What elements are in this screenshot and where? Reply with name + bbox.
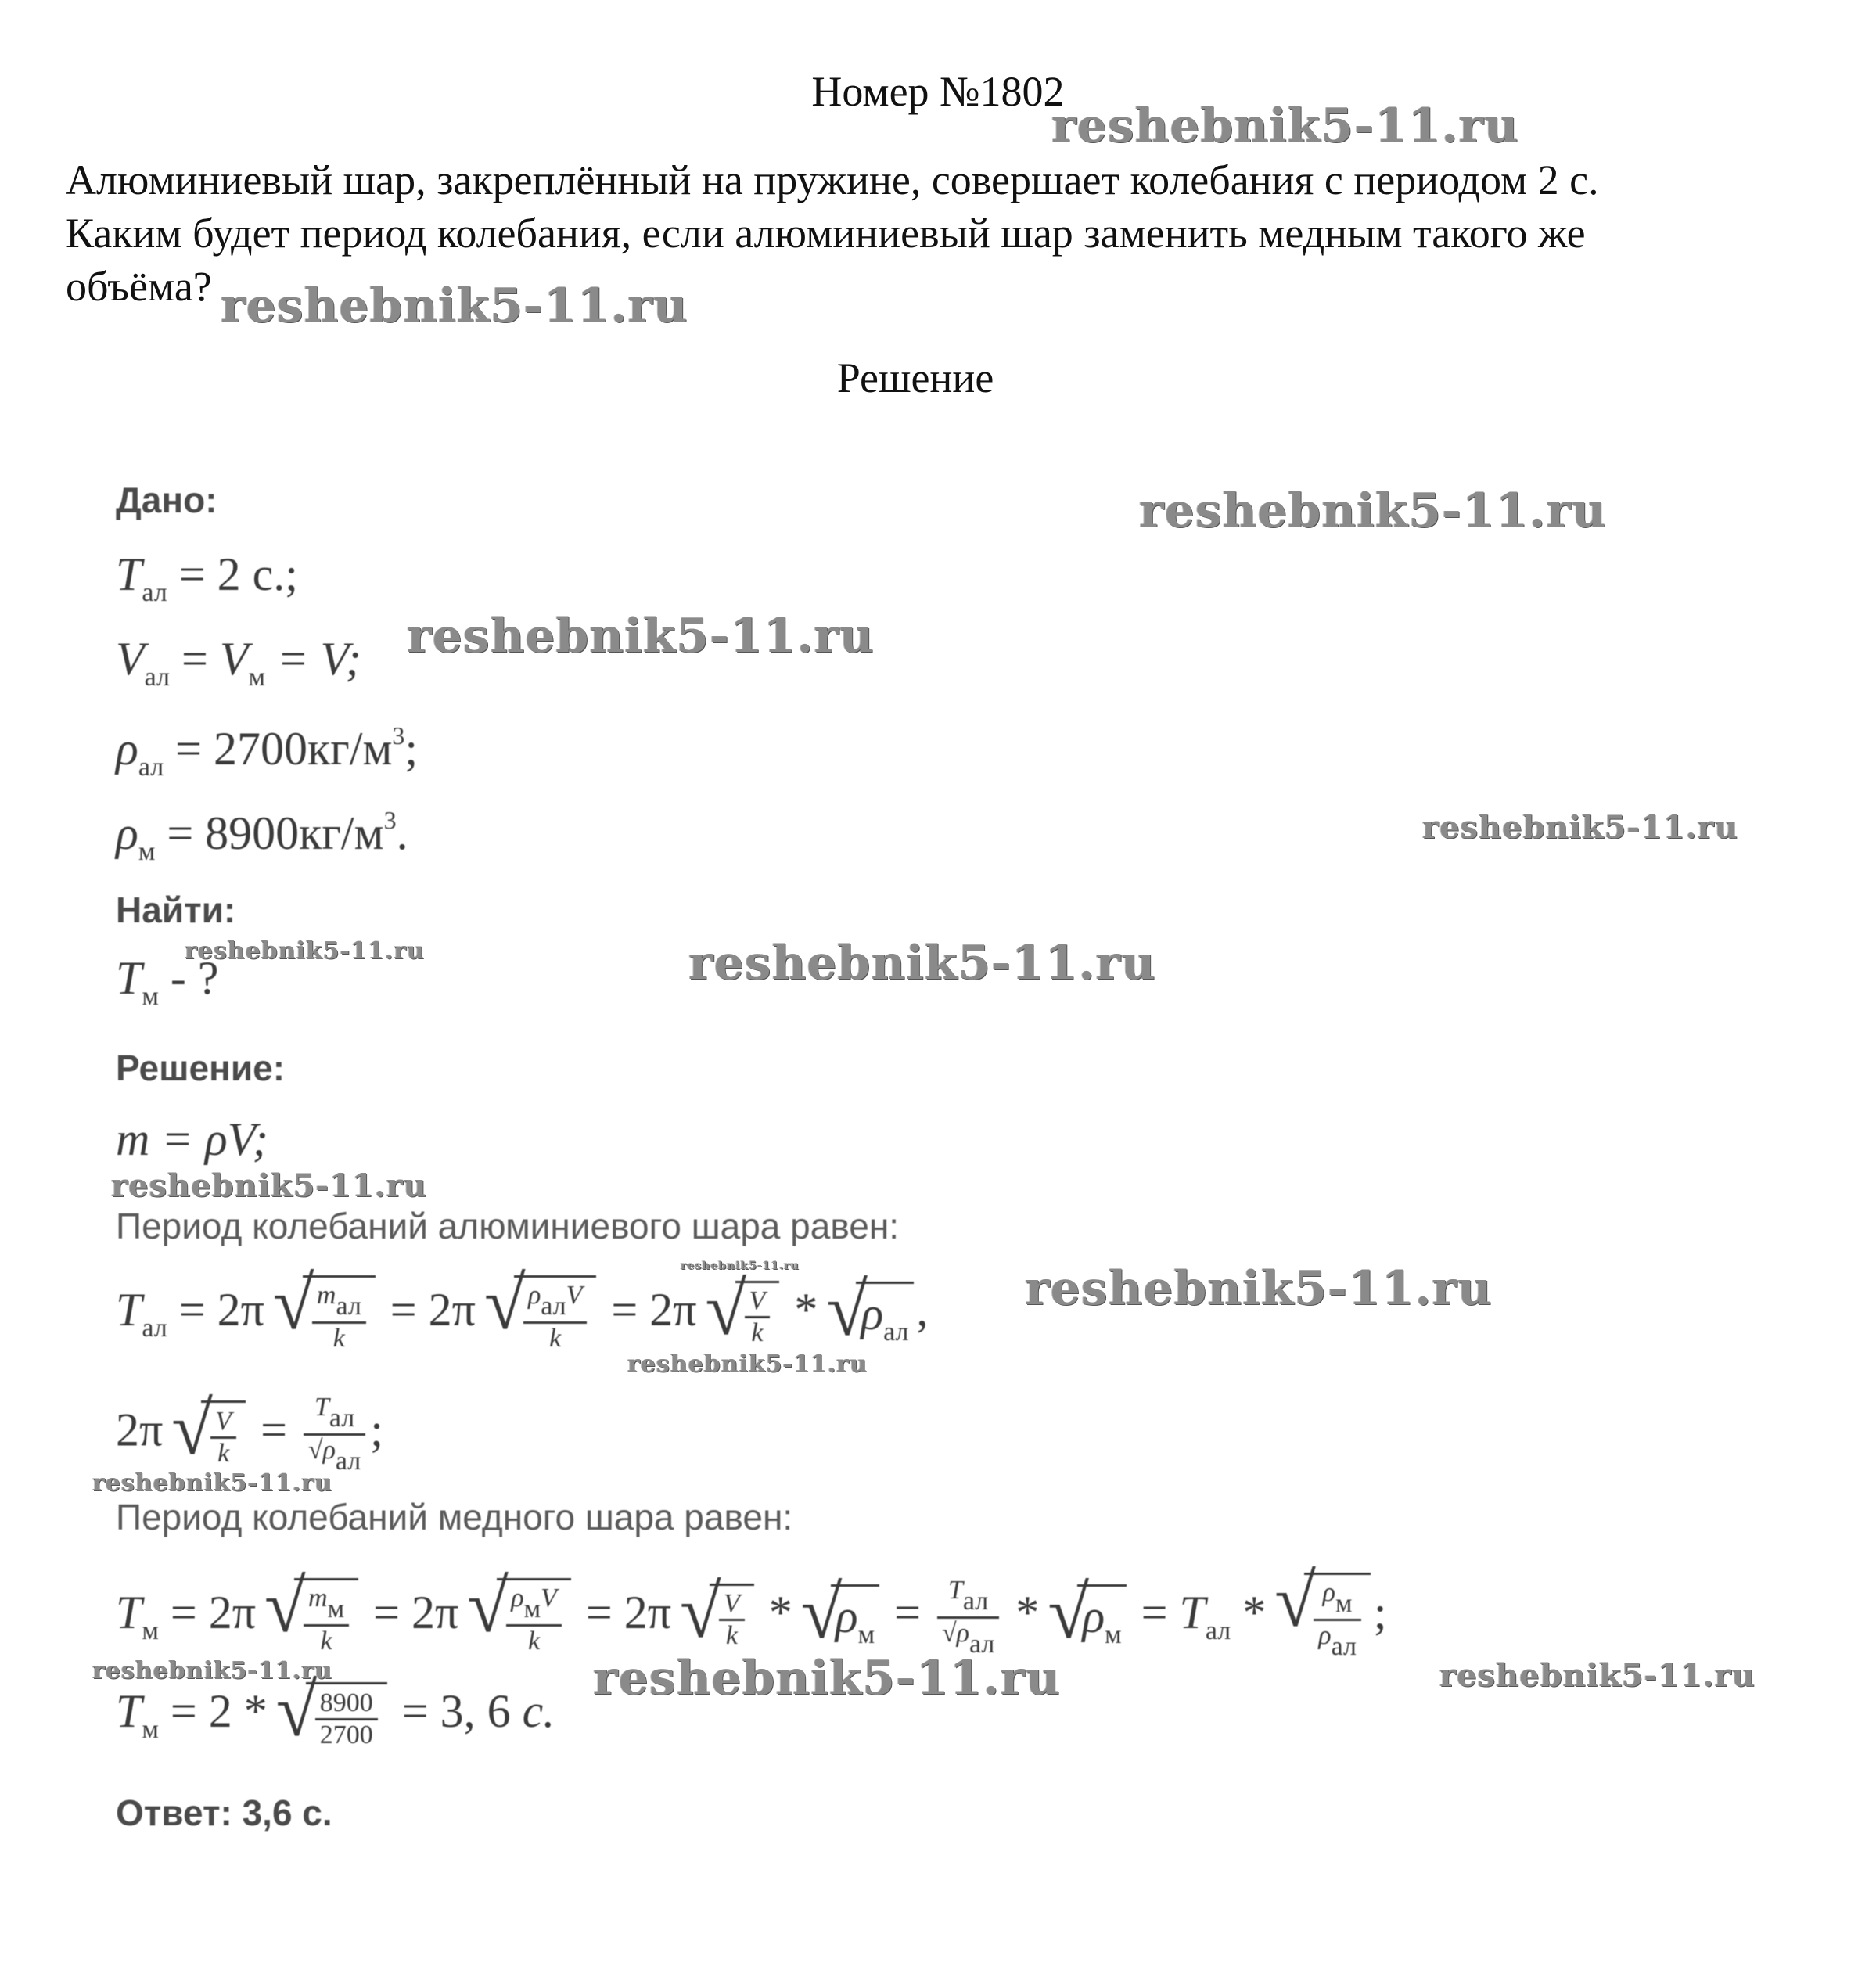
sqrt-v-over-k bbox=[709, 1281, 780, 1349]
symbol-k: k bbox=[217, 1438, 230, 1468]
subscript-m: м bbox=[1105, 1620, 1122, 1649]
subscript-al: ал bbox=[142, 578, 167, 607]
find-label: Найти: bbox=[116, 890, 236, 930]
text-period-al: Период колебаний алюминиевого шара равен: bbox=[116, 1206, 900, 1246]
watermark: reshebnik5-11.ru bbox=[407, 609, 875, 663]
problem-line-1: Алюминиевый шар, закреплённый на пружине, совершает колебания с периодом 2 с. bbox=[66, 156, 1599, 203]
subscript-al: ал bbox=[1331, 1632, 1357, 1661]
numerator-8900: √ 8900 bbox=[315, 1688, 378, 1720]
given-label: Дано: bbox=[116, 480, 217, 520]
symbol-rho: ρ bbox=[1318, 1621, 1332, 1650]
subscript-m: м bbox=[327, 1595, 345, 1623]
watermark: reshebnik5-11.ru bbox=[1139, 484, 1607, 538]
sqrt-rho-ratio bbox=[1278, 1573, 1371, 1662]
find-tail: - ? bbox=[158, 952, 219, 1004]
subscript-m: м bbox=[248, 663, 266, 692]
symbol-V: V bbox=[215, 1406, 232, 1436]
symbol-rho: ρ bbox=[956, 1618, 969, 1648]
times-sign: * bbox=[1242, 1586, 1278, 1638]
sqrt-rho-v-over-k bbox=[470, 1578, 571, 1656]
subscript-al: ал bbox=[142, 1313, 167, 1343]
times-sign: * bbox=[243, 1685, 279, 1738]
answer-text: Ответ: 3,6 с. bbox=[116, 1792, 332, 1833]
two-pi: 2π bbox=[116, 1404, 164, 1456]
formula-period-al bbox=[116, 1275, 929, 1354]
solution-label: Решение: bbox=[116, 1048, 286, 1088]
equals-sign: = bbox=[1141, 1586, 1180, 1638]
sqrt-m-over-k bbox=[268, 1578, 358, 1656]
sqrt-rho-v-over-k bbox=[487, 1275, 596, 1354]
subscript-al: ал bbox=[962, 1586, 989, 1616]
subscript-m: м bbox=[138, 837, 156, 866]
page-title: Номер №1802 bbox=[811, 68, 1065, 115]
semicolon: ; bbox=[370, 1404, 383, 1456]
watermark: reshebnik5-11.ru bbox=[92, 1469, 332, 1497]
density-al-value: = 2700кг/м bbox=[175, 723, 393, 775]
equals-sign: = bbox=[170, 1586, 209, 1638]
subscript-al: ал bbox=[335, 1447, 361, 1476]
two-pi: 2π bbox=[649, 1283, 697, 1336]
sqrt-density-ratio bbox=[279, 1682, 387, 1750]
mass-tail: = ρV; bbox=[149, 1113, 268, 1165]
subscript-m: м bbox=[142, 1616, 159, 1645]
sqrt-rho-m bbox=[1051, 1584, 1126, 1650]
subscript-m: м bbox=[142, 1715, 159, 1745]
equals-sign: = bbox=[178, 1283, 217, 1336]
two-pi: 2π bbox=[411, 1586, 459, 1638]
given-t-value: = 2 с.; bbox=[178, 548, 298, 600]
symbol-k: k bbox=[332, 1324, 345, 1353]
times-sign: * bbox=[1015, 1586, 1051, 1638]
watermark: reshebnik5-11.ru bbox=[111, 1167, 427, 1204]
symbol-k: k bbox=[320, 1627, 332, 1656]
symbol-rho: ρ bbox=[1322, 1578, 1335, 1607]
watermark: reshebnik5-11.ru bbox=[1422, 809, 1738, 846]
subscript-al: ал bbox=[883, 1318, 909, 1346]
symbol-T: T bbox=[116, 952, 142, 1004]
sqrt-v-over-k bbox=[174, 1400, 246, 1469]
superscript-3: 3 bbox=[392, 721, 405, 750]
solution-heading: Решение bbox=[836, 354, 994, 401]
sqrt-v-over-k bbox=[683, 1584, 754, 1652]
given-v-tail: = V; bbox=[277, 633, 361, 685]
problem-line-2: Каким будет период колебания, если алюминиевый шар заменить медным такого же bbox=[66, 210, 1586, 257]
subscript-al: ал bbox=[969, 1629, 995, 1659]
two-pi: 2π bbox=[217, 1283, 264, 1336]
times-sign: * bbox=[794, 1283, 830, 1336]
subscript-al: ал bbox=[329, 1404, 355, 1433]
symbol-m: m bbox=[116, 1113, 150, 1165]
watermark: reshebnik5-11.ru bbox=[92, 1657, 332, 1684]
density-cu-value: = 8900кг/м bbox=[167, 807, 384, 859]
given-volume bbox=[116, 632, 361, 692]
semicolon: ; bbox=[404, 723, 419, 775]
watermark: reshebnik5-11.ru bbox=[1439, 1657, 1756, 1694]
sqrt-m-over-k bbox=[276, 1275, 376, 1354]
symbol-k: k bbox=[528, 1627, 541, 1656]
two-pi: 2π bbox=[208, 1586, 257, 1638]
subscript-al: ал bbox=[1205, 1616, 1231, 1645]
symbol-T: T bbox=[1179, 1586, 1206, 1638]
subscript-al: ал bbox=[336, 1292, 361, 1321]
symbol-T: T bbox=[116, 1283, 142, 1336]
subscript-al: ал bbox=[144, 663, 171, 692]
watermark: reshebnik5-11.ru bbox=[221, 279, 688, 333]
fraction-t-over-sqrt-rho: $\frac{\text{Tал}}{\text{√ρал}}$ bbox=[937, 1576, 999, 1659]
subscript-m: м bbox=[857, 1620, 875, 1649]
times-sign: * bbox=[768, 1586, 804, 1638]
subscript-al: ал bbox=[541, 1292, 566, 1321]
problem-line-3: объёма? bbox=[66, 263, 212, 310]
text-period-cu: Период колебаний медного шара равен: bbox=[116, 1497, 793, 1537]
formula-result bbox=[116, 1682, 555, 1750]
symbol-rho: ρ bbox=[861, 1288, 884, 1339]
watermark: reshebnik5-11.ru bbox=[593, 1651, 1061, 1706]
semicolon: ; bbox=[1373, 1586, 1387, 1638]
result-value: = 3, 6 bbox=[401, 1685, 523, 1738]
equals-sign: = bbox=[261, 1404, 299, 1456]
symbol-V: V bbox=[566, 1281, 583, 1310]
watermark: reshebnik5-11.ru bbox=[688, 936, 1156, 990]
equals-sign: = bbox=[373, 1586, 411, 1638]
symbol-rho: ρ bbox=[527, 1281, 541, 1310]
subscript-m: м bbox=[523, 1595, 541, 1623]
period-mark: . bbox=[396, 807, 408, 859]
symbol-T: T bbox=[116, 1586, 142, 1638]
sqrt-rho-m bbox=[804, 1584, 879, 1650]
watermark: reshebnik5-11.ru bbox=[1051, 99, 1519, 153]
equals-sign: = bbox=[611, 1283, 650, 1336]
formula-period-cu bbox=[116, 1573, 1387, 1662]
subscript-al: ал bbox=[138, 753, 164, 782]
subscript-m: м bbox=[1335, 1589, 1353, 1618]
equals-sign: = bbox=[585, 1586, 624, 1638]
symbol-k: k bbox=[549, 1324, 562, 1353]
two-pi: 2π bbox=[428, 1283, 476, 1336]
equals-sign: = bbox=[181, 633, 220, 685]
symbol-rho: ρ bbox=[1082, 1591, 1105, 1642]
given-density-cu bbox=[116, 806, 408, 867]
two-pi: 2π bbox=[624, 1586, 672, 1638]
fraction-t-over-sqrt-rho: $\frac{\text{Tал}}{\text{√ρал}}$ bbox=[304, 1393, 365, 1476]
symbol-m: m bbox=[308, 1584, 328, 1612]
equals-sign: = bbox=[894, 1586, 933, 1638]
watermark: reshebnik5-11.ru bbox=[1025, 1261, 1493, 1316]
symbol-T: T bbox=[116, 1685, 142, 1738]
watermark: reshebnik5-11.ru bbox=[681, 1260, 800, 1272]
denominator-2700: 2700 bbox=[319, 1720, 373, 1749]
comma-mark: , bbox=[916, 1283, 929, 1336]
formula-rearranged bbox=[116, 1393, 383, 1476]
sqrt-rho-al bbox=[829, 1282, 913, 1347]
symbol-rho: ρ bbox=[511, 1584, 524, 1612]
symbol-rho: ρ bbox=[835, 1591, 858, 1642]
symbol-m: m bbox=[316, 1281, 336, 1310]
watermark: reshebnik5-11.ru bbox=[185, 937, 425, 965]
subscript-m: м bbox=[142, 982, 159, 1011]
symbol-rho: ρ bbox=[116, 807, 138, 859]
symbol-V: V bbox=[219, 633, 249, 685]
given-density-al bbox=[116, 721, 418, 782]
formula-mass bbox=[116, 1113, 268, 1167]
symbol-rho: ρ bbox=[322, 1436, 336, 1465]
symbol-V: V bbox=[749, 1286, 766, 1316]
equals-sign: = bbox=[390, 1283, 429, 1336]
symbol-T: T bbox=[314, 1393, 329, 1422]
symbol-T: T bbox=[948, 1575, 963, 1605]
symbol-T: T bbox=[116, 548, 142, 600]
symbol-k: k bbox=[725, 1621, 738, 1651]
superscript-3: 3 bbox=[383, 806, 397, 834]
symbol-k: k bbox=[751, 1318, 764, 1348]
equals-sign: = bbox=[170, 1685, 209, 1738]
watermark: reshebnik5-11.ru bbox=[627, 1350, 868, 1378]
symbol-V: V bbox=[724, 1589, 740, 1619]
number-two: 2 bbox=[208, 1685, 232, 1738]
symbol-V: V bbox=[541, 1584, 557, 1612]
given-period-al bbox=[116, 548, 298, 608]
symbol-V: V bbox=[116, 633, 145, 685]
result-unit: с. bbox=[522, 1685, 555, 1738]
symbol-rho: ρ bbox=[116, 723, 138, 775]
